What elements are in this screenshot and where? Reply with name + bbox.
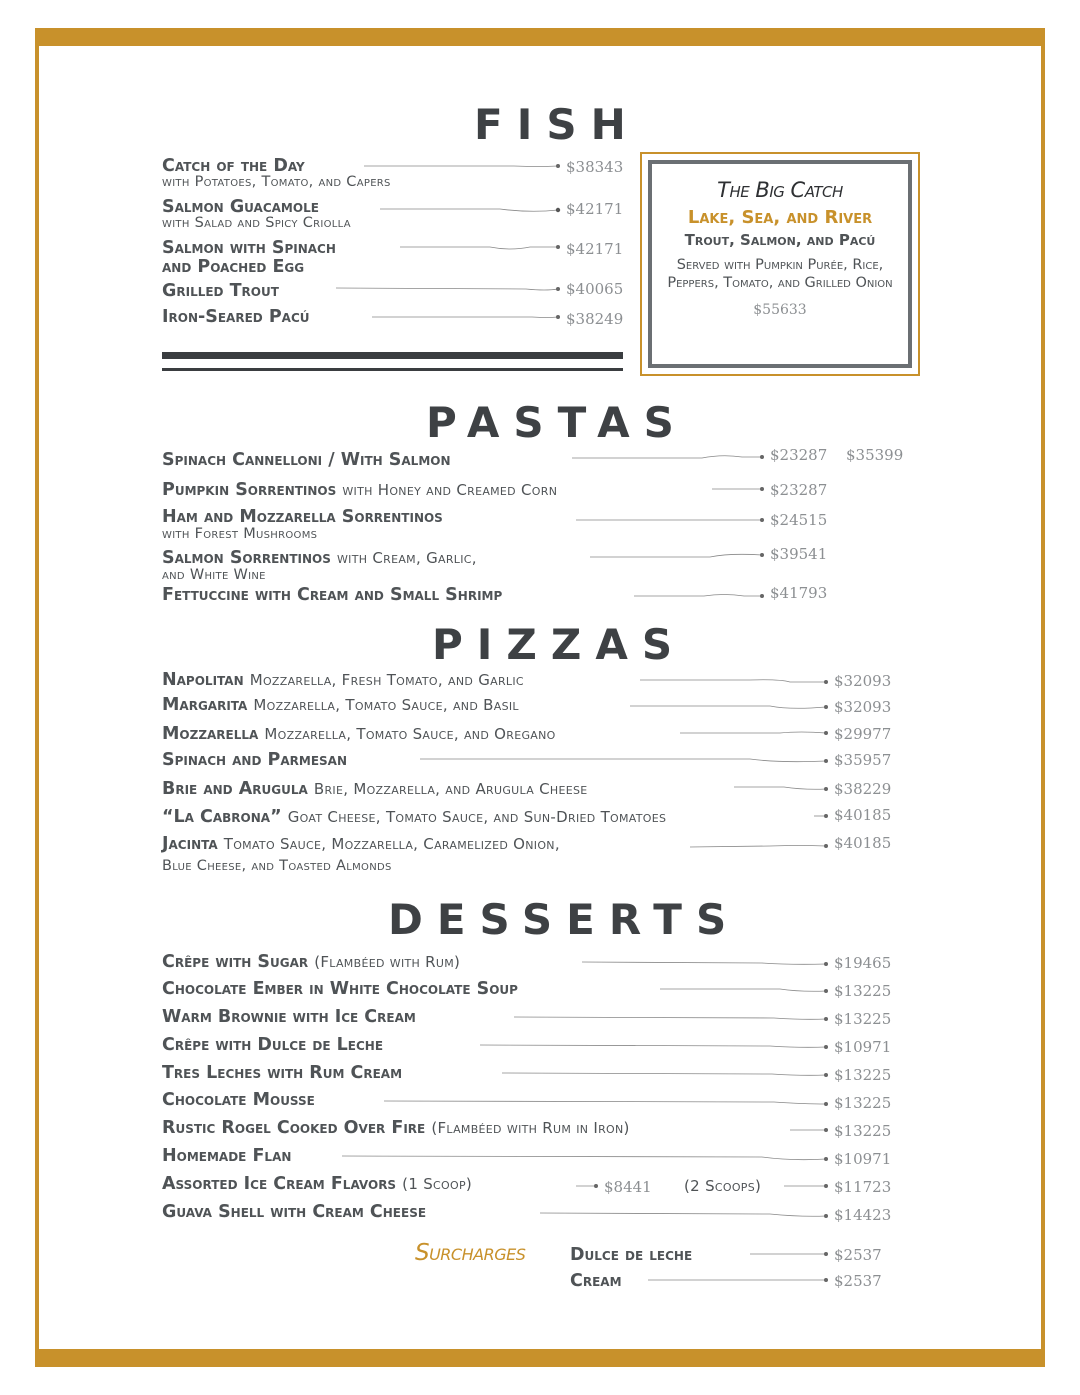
- fish-price: $40065: [566, 280, 624, 298]
- surcharge-price: $2537: [834, 1246, 882, 1264]
- fish-item-catch-of-the-day: Catch of the Day: [162, 156, 305, 176]
- pizza-item-la-cabrona: “La Cabrona” Goat Cheese, Tomato Sauce, and Sun-Dried Tomatoes: [162, 807, 667, 827]
- pizza-item-spinach-parmesan: Spinach and Parmesan: [162, 750, 347, 770]
- leader-line: [502, 1070, 828, 1078]
- pasta-item-fettuccine: Fettuccine with Cream and Small Shrimp: [162, 585, 503, 605]
- leader-line: [660, 986, 828, 994]
- leader-line: [790, 1126, 828, 1134]
- pasta-item-pumpkin-sorrentinos: Pumpkin Sorrentinos with Honey and Creamed Corn: [162, 480, 558, 500]
- leader-line: [514, 1014, 828, 1022]
- leader-line: [336, 285, 560, 293]
- pasta-item-desc: and White Wine: [162, 567, 266, 583]
- dessert-item-ice-cream: Assorted Ice Cream Flavors (1 Scoop): [162, 1174, 473, 1194]
- pasta-price: $41793: [770, 584, 828, 602]
- pasta-price: $24515: [770, 511, 828, 529]
- featured-dish-subtitle: Lake, Sea, and River: [687, 207, 873, 228]
- leader-line: [680, 729, 828, 737]
- leader-line: [576, 1182, 598, 1190]
- fish-item-desc: and Poached Egg: [162, 257, 305, 277]
- pizza-price: $32093: [834, 672, 892, 690]
- pasta-price: $39541: [770, 545, 828, 563]
- fish-price: $38249: [566, 310, 624, 328]
- featured-dish-price: $55633: [753, 302, 807, 318]
- fish-item-desc: with Salad and Spicy Criolla: [162, 215, 351, 231]
- fish-item-salmon-with-spinach: Salmon with Spinach: [162, 238, 336, 258]
- pizza-item-desc: Blue Cheese, and Toasted Almonds: [162, 858, 392, 874]
- fish-heading: FISH: [474, 100, 640, 149]
- bottom-border: [35, 1349, 1045, 1367]
- dessert-price: $11723: [834, 1178, 892, 1196]
- desserts-heading: DESSERTS: [388, 895, 741, 944]
- dessert-price: $13225: [834, 1094, 892, 1112]
- leader-line: [648, 1276, 828, 1284]
- dessert-item-ice-cream-double: (2 Scoops): [684, 1177, 762, 1195]
- leader-line: [380, 206, 560, 214]
- leader-line: [734, 784, 828, 792]
- dessert-item-warm-brownie: Warm Brownie with Ice Cream: [162, 1007, 416, 1027]
- dessert-price: $14423: [834, 1206, 892, 1224]
- pasta-item-salmon-sorrentinos: Salmon Sorrentinos with Cream, Garlic,: [162, 548, 477, 568]
- pizza-item-brie-arugula: Brie and Arugula Brie, Mozzarella, and Arugula Cheese: [162, 779, 588, 799]
- surcharge-item-cream: Cream: [570, 1271, 622, 1291]
- pizza-price: $29977: [834, 725, 892, 743]
- pasta-price: $23287: [770, 481, 828, 499]
- featured-dish-title: The Big Catch: [717, 178, 843, 202]
- pizza-price: $32093: [834, 698, 892, 716]
- pasta-price: $23287: [770, 446, 828, 464]
- pizza-price: $40185: [834, 834, 892, 852]
- leader-line: [750, 1250, 828, 1258]
- leader-line: [572, 453, 764, 461]
- pasta-item-ham-mozzarella-sorrentinos: Ham and Mozzarella Sorrentinos: [162, 507, 443, 527]
- fish-item-desc: with Potatoes, Tomato, and Capers: [162, 174, 391, 190]
- pizzas-heading: PIZZAS: [432, 620, 687, 669]
- dessert-price: $10971: [834, 1038, 892, 1056]
- leader-line: [630, 703, 828, 711]
- leader-line: [582, 959, 828, 967]
- leader-line: [784, 1182, 828, 1190]
- pizza-item-napolitan: Napolitan Mozzarella, Fresh Tomato, and Garlic: [162, 670, 524, 690]
- surcharge-price: $2537: [834, 1272, 882, 1290]
- fish-price: $38343: [566, 158, 624, 176]
- leader-line: [342, 1153, 828, 1161]
- leader-line: [400, 243, 560, 251]
- dessert-item-tres-leches: Tres Leches with Rum Cream: [162, 1063, 403, 1083]
- leader-line: [372, 313, 560, 321]
- featured-dish-description: Served with Pumpkin Purée, Rice, Peppers, Tomato, and Grilled Onion: [667, 257, 893, 291]
- featured-dish-box: [640, 152, 920, 376]
- pizza-item-jacinta: Jacinta Tomato Sauce, Mozzarella, Caramelized Onion,: [162, 834, 560, 854]
- dessert-item-guava-shell: Guava Shell with Cream Cheese: [162, 1202, 427, 1222]
- pizza-price: $35957: [834, 751, 892, 769]
- pasta-item-desc: with Forest Mushrooms: [162, 526, 318, 542]
- leader-line: [590, 551, 764, 559]
- leader-line: [712, 485, 764, 493]
- leader-line: [576, 516, 764, 524]
- pizza-item-margarita: Margarita Mozzarella, Tomato Sauce, and Basil: [162, 695, 519, 715]
- pastas-heading: PASTAS: [426, 398, 688, 447]
- dessert-item-crepe-sugar: Crêpe with Sugar (Flambéed with Rum): [162, 952, 461, 972]
- dessert-item-crepe-dulce: Crêpe with Dulce de Leche: [162, 1035, 384, 1055]
- surcharge-item-dulce-de-leche: Dulce de leche: [570, 1245, 693, 1265]
- leader-line: [634, 592, 764, 600]
- section-divider-thick: [162, 352, 623, 359]
- pizza-price: $40185: [834, 806, 892, 824]
- dessert-item-chocolate-ember: Chocolate Ember in White Chocolate Soup: [162, 979, 518, 999]
- leader-line: [690, 842, 828, 850]
- leader-line: [420, 756, 828, 764]
- fish-item-grilled-trout: Grilled Trout: [162, 281, 279, 301]
- section-divider-thin: [162, 368, 623, 371]
- surcharges-label: Surcharges: [415, 1240, 526, 1266]
- leader-line: [480, 1042, 828, 1050]
- dessert-item-chocolate-mousse: Chocolate Mousse: [162, 1090, 315, 1110]
- dessert-price: $13225: [834, 1010, 892, 1028]
- leader-line: [814, 812, 828, 820]
- featured-dish-fish-types: Trout, Salmon, and Pacú: [684, 231, 876, 249]
- pasta-item-spinach-cannelloni: Spinach Cannelloni / With Salmon: [162, 450, 451, 470]
- dessert-price-single-scoop: $8441: [604, 1178, 652, 1196]
- fish-item-salmon-guacamole: Salmon Guacamole: [162, 197, 319, 217]
- pizza-price: $38229: [834, 780, 892, 798]
- dessert-price: $13225: [834, 1066, 892, 1084]
- dessert-item-rustic-rogel: Rustic Rogel Cooked Over Fire (Flambéed with Rum in Iron): [162, 1118, 630, 1138]
- featured-dish-inner: [648, 160, 912, 368]
- leader-line: [540, 1210, 828, 1218]
- fish-price: $42171: [566, 200, 624, 218]
- leader-line: [364, 162, 560, 170]
- pizza-item-mozzarella: Mozzarella Mozzarella, Tomato Sauce, and Oregano: [162, 724, 556, 744]
- leader-line: [384, 1098, 828, 1106]
- dessert-price: $13225: [834, 1122, 892, 1140]
- dessert-price: $10971: [834, 1150, 892, 1168]
- dessert-price: $19465: [834, 954, 892, 972]
- dessert-item-homemade-flan: Homemade Flan: [162, 1146, 292, 1166]
- dessert-price: $13225: [834, 982, 892, 1000]
- fish-price: $42171: [566, 240, 624, 258]
- leader-line: [640, 677, 828, 685]
- fish-item-iron-seared-pacu: Iron-Seared Pacú: [162, 307, 310, 327]
- pasta-price-with-salmon: $35399: [846, 446, 904, 464]
